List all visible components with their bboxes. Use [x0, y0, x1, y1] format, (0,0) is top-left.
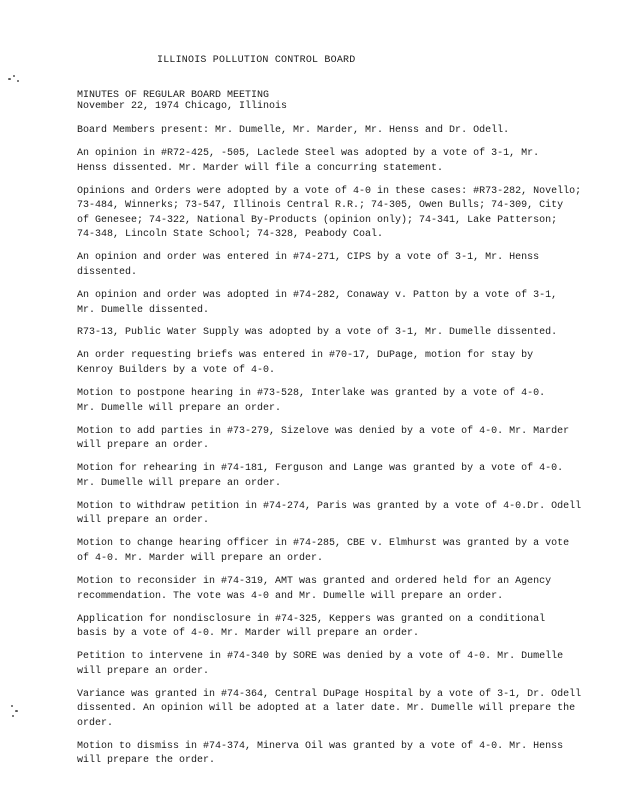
minutes-entry: Application for nondisclosure in #74-325, Keppers was granted on a conditional basis by a vote of 4-0. Mr. Marder will prepare an order. — [77, 613, 546, 640]
minutes-entry: An opinion in #R72-425, -505, Laclede Steel was adopted by a vote of 3-1, Mr. Henss dissented. Mr. Marder will file a concurring statement. — [77, 147, 540, 174]
minutes-entry: Motion to reconsider in #74-319, AMT was granted and ordered held for an Agency recommendation. The vote was 4-0 and Mr. Dumelle will prepare an order. — [77, 575, 552, 602]
minutes-entry: An opinion and order was entered in #74-271, CIPS by a vote of 3-1, Mr. Henss dissented. — [77, 252, 540, 278]
minutes-entry: Opinions and Orders were adopted by a vote of 4-0 in these cases: #R73-282, Novello; 73-484, Winnerks; 73-547, Illinois Central R.R.; 74-305, Owen Bulls; 74-309, City of Genesee; 74-322, National By-Products (opinion only); 74-341, Lake Patterson; 74-348, Lincoln State School; 74-328, Peabody Coal. — [77, 185, 582, 241]
minutes-entry: Motion to postpone hearing in #73-528, Interlake was granted by a vote of 4-0. Mr. Dumelle will prepare an order. — [77, 388, 546, 414]
meeting-title: MINUTES OF REGULAR BOARD MEETING — [77, 90, 270, 101]
minutes-entry: R73-13, Public Water Supply was adopted by a vote of 3-1, Mr. Dumelle dissented. — [77, 327, 558, 339]
minutes-entry: An order requesting briefs was entered in #70-17, DuPage, motion for stay by Kenroy Builders by a vote of 4-0. — [77, 350, 534, 377]
scan-speck — [17, 80, 19, 82]
scan-speck — [13, 75, 15, 77]
minutes-entry: Motion to dismiss in #74-374, Minerva Oil was granted by a vote of 4-0. Mr. Henss will prepare the order. — [77, 740, 564, 767]
scan-speck — [15, 710, 18, 712]
scan-speck — [12, 715, 14, 717]
minutes-entry: Motion to change hearing officer in #74-285, CBE v. Elmhurst was granted by a vote of 4-0. Mr. Marder will prepare an order. — [77, 538, 570, 564]
attendance-entry: Board Members present: Mr. Dumelle, Mr. Marder, Mr. Henss and Dr. Odell. — [77, 125, 510, 136]
minutes-entry: Motion for rehearing in #74-181, Ferguson and Lange was granted by a vote of 4-0. Mr. Dumelle will prepare an order. — [77, 463, 564, 489]
scan-speck — [8, 78, 11, 80]
scan-speck — [11, 705, 13, 707]
agency-header: ILLINOIS POLLUTION CONTROL BOARD — [157, 55, 356, 66]
meeting-heading — [77, 90, 287, 112]
meeting-date-location: November 22, 1974 Chicago, Illinois — [77, 101, 288, 112]
minutes-entry: Motion to add parties in #73-279, Sizelove was denied by a vote of 4-0. Mr. Marder will prepare an order. — [77, 425, 570, 452]
minutes-entry: Motion to withdraw petition in #74-274, Paris was granted by a vote of 4-0.Dr. Odell will prepare an order. — [77, 500, 582, 527]
minutes-entry: Petition to intervene in #74-340 by SORE was denied by a vote of 4-0. Mr. Dumelle will prepare an order. — [77, 651, 564, 677]
minutes-entries — [77, 124, 597, 777]
minutes-entry: Variance was granted in #74-364, Central DuPage Hospital by a vote of 3-1, Dr. Odell dissented. An opinion will be adopted at a later date. Mr. Dumelle will prepare the order. — [77, 688, 582, 729]
minutes-entry: An opinion and order was adopted in #74-282, Conaway v. Patton by a vote of 3-1, Mr. Dumelle dissented. — [77, 289, 558, 316]
